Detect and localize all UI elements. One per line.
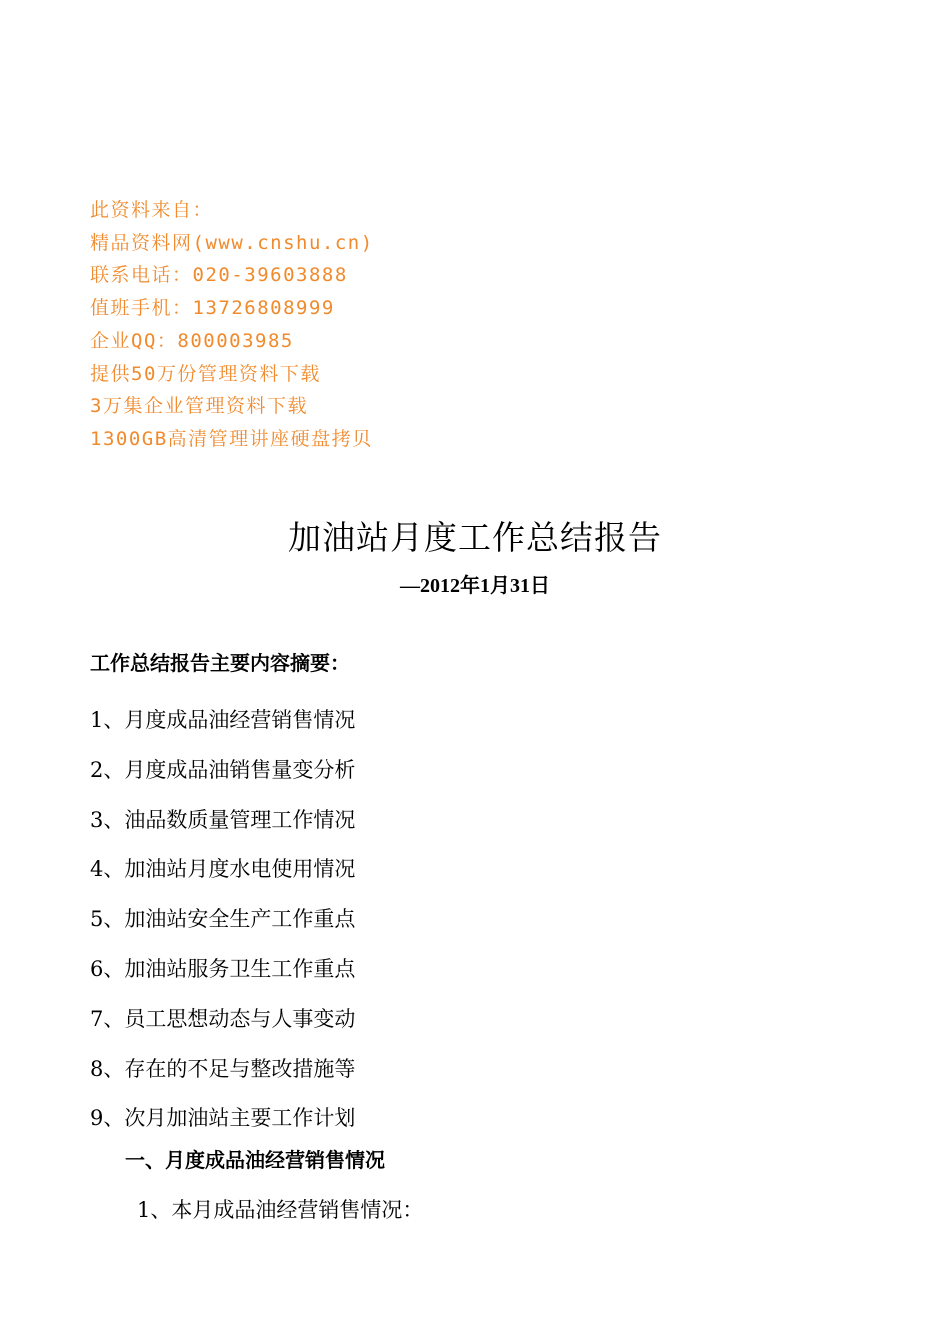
subsection-heading: 1、本月成品油经营销售情况： [137,1198,424,1222]
summary-item: 9、次月加油站主要工作计划 [90,1106,356,1131]
summary-item: 6、加油站服务卫生工作重点 [90,956,356,981]
summary-item: 4、加油站月度水电使用情况 [90,857,356,882]
source-line: 企业QQ：800003985 [90,329,294,352]
summary-item: 2、月度成品油销售量变分析 [90,757,356,782]
document-date: —2012年1月31日 [400,575,550,597]
summary-item: 1、月度成品油经营销售情况 [90,708,356,732]
source-line: 联系电话：020-39603888 [90,264,348,287]
source-line: 值班手机：13726808999 [90,297,335,320]
source-line: 精品资料网(www.cnshu.cn) [90,231,374,254]
summary-item: 5、加油站安全生产工作重点 [90,907,356,932]
summary-heading: 工作总结报告主要内容摘要： [90,651,350,675]
section-heading: 一、月度成品油经营销售情况 [125,1148,385,1172]
document-title: 加油站月度工作总结报告 [288,518,662,557]
source-line: 此资料来自： [90,199,214,221]
source-line: 3万集企业管理资料下载 [90,395,308,418]
summary-item: 7、员工思想动态与人事变动 [90,1006,356,1031]
summary-item: 3、油品数质量管理工作情况 [90,807,356,832]
summary-list [90,696,355,1144]
source-line: 提供50万份管理资料下载 [90,362,321,385]
source-info-block [90,194,590,456]
source-line: 1300GB高清管理讲座硬盘拷贝 [90,427,373,450]
summary-item: 8、存在的不足与整改措施等 [90,1056,356,1081]
